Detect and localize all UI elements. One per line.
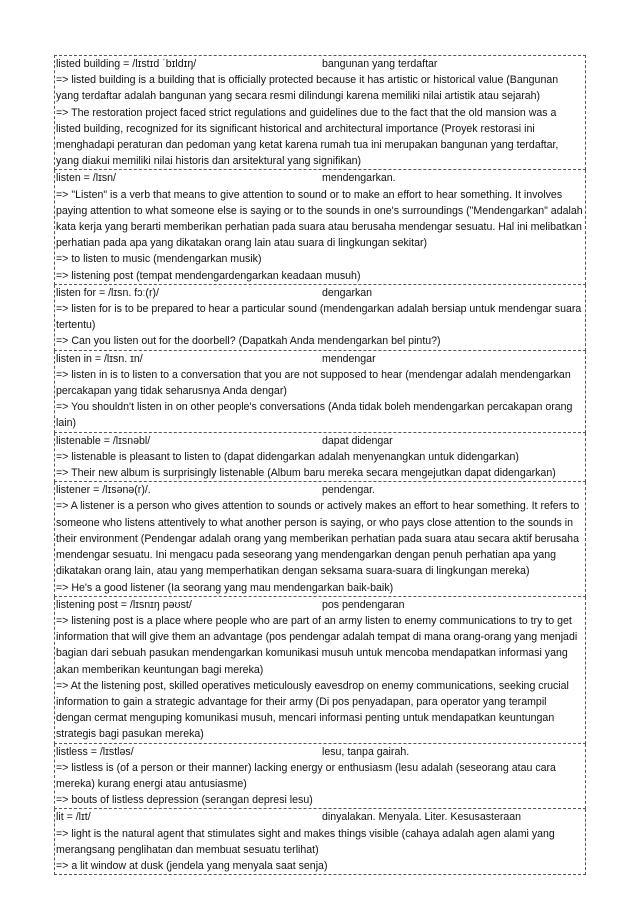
entry-headword [56,597,584,613]
dictionary-entry [54,351,586,433]
entry-meaning: bangunan yang terdaftar [322,58,438,70]
entry-line: => You shouldn't listen in on other people's conversations (Anda tidak boleh mendengarkan percakapan orang lain) [56,401,573,430]
entry-term: listening post = /lɪsnɪŋ pəʊst/ [56,598,192,611]
entry-line: => "Listen" is a verb that means to give attention to sound or to make an effort to hear something. It involves paying attention to what someone else is saying or to the sounds in one's surroundings ("Mendengarkan" adalah kata kerja yang berarti memberikan perhatian pada suara atau berusaha mendengar sesuatu. Hal ini melibatkan perhatian pada apa yang dikatakan orang lain atau suara di lingkungan sekitar) [56,188,583,250]
entry-line: => a lit window at dusk (jendela yang menyala saat senja) [56,859,328,872]
entry-term: listener = /lɪsənə(r)/. [56,484,151,497]
entry-headword [56,285,584,301]
entry-term: listen in = /lɪsn. ɪn/ [56,352,143,365]
dictionary-page [54,55,586,875]
entry-line: => listless is (of a person or their manner) lacking energy or enthusiasm (lesu adalah (seseorang atau cara mereka) kurang energi atau antusiasme) [56,761,556,790]
entry-meaning: dapat didengar [322,434,393,447]
entry-headword [56,809,584,825]
entry-meaning: dinyalakan. Menyala. Liter. Kesusasteraan [322,811,522,824]
entry-term: listless = /lɪstləs/ [56,745,134,758]
dictionary-entry [54,744,586,810]
entry-term: listen = /lɪsn/ [56,172,117,185]
entry-term: listen for = /lɪsn. fɔː(r)/ [56,286,159,299]
entry-headword [56,170,584,186]
entry-meaning: pendengar. [322,484,376,497]
entry-line: => to listen to music (mendengarkan musik) [56,253,262,266]
entry-line: => listen for is to be prepared to hear a particular sound (mendengarkan adalah bersiap untuk mendengar suara tertentu) [56,303,582,332]
entry-line: => Can you listen out for the doorbell? (Dapatkah Anda mendengarkan bel pintu?) [56,335,441,348]
entry-line: => A listener is a person who gives attention to sounds or actively makes an effort to hear something. It refers to someone who listens attentively to what another person is saying, or who pays close attention to the sounds in their environment (Pendengar adalah orang yang memberikan perhatian pada suara atau secara aktif berusaha mendengar sesuatu. Ini mengacu pada seseorang yang mendengarkan dengan penuh perhatian apa yang dikatakan orang lain, atau yang memperhatikan dengan seksama suara-suara di lingkungan mereka) [56,500,580,578]
entry-meaning: mendengar [322,352,376,365]
dictionary-entry [54,433,586,483]
entry-line: => At the listening post, skilled operatives meticulously eavesdrop on enemy communications, seeking crucial information to gain a strategic advantage for their army (Di pos penyadapan, para operator yang terampil dengan cermat menguping komunikasi musuh, mencari informasi penting untuk mendapatkan keuntungan strategis bagi pasukan mereka) [56,679,569,741]
dictionary-entry [54,170,586,284]
dictionary-entry [54,285,586,351]
entry-term: listed building = /lɪstɪd ˈbɪldɪŋ/ [56,58,197,70]
entry-meaning: mendengarkan. [322,172,396,185]
entry-headword [56,482,584,498]
entry-meaning: pos pendengaran [322,598,405,611]
entry-headword [56,744,584,760]
entry-line: => He's a good listener (Ia seorang yang mau mendengarkan baik-baik) [56,581,394,594]
entry-meaning: lesu, tanpa gairah. [322,745,410,758]
entry-line: => listening post (tempat mendengardengarkan keadaan musuh) [56,269,361,282]
dictionary-entry [54,597,586,744]
entry-line: => bouts of listless depression (serangan depresi lesu) [56,794,313,807]
entry-term: lit = /lɪt/ [56,811,91,824]
entry-line: => The restoration project faced strict regulations and guidelines due to the fact that the old mansion was a listed building, recognized for its significant historical and architectural importance (Proyek restorasi ini menghadapi peraturan dan pedoman yang ketat karena rumah tua ini merupakan bangunan yang terdaftar, yang diakui memiliki nilai historis dan arsitektural yang signifikan) [56,106,559,168]
entry-meaning: dengarkan [322,286,373,299]
entry-term: listenable = /lɪsnəbl/ [56,434,151,447]
dictionary-entry [54,482,586,596]
dictionary-entry [54,55,586,170]
entry-headword [56,433,584,449]
entry-line: => listen in is to listen to a conversation that you are not supposed to hear (mendengar adalah mendengarkan percakapan yang tidak seharusnya Anda dengar) [56,368,571,398]
entry-headword [56,56,584,72]
entry-line: => Their new album is surprisingly listenable (Album baru mereka secara mengejutkan dapat didengarkan) [56,467,556,480]
entry-line: => light is the natural agent that stimulates sight and makes things visible (cahaya adalah agen alami yang merangsang penglihatan dan membuat sesuatu terlihat) [56,827,555,856]
dictionary-entry [54,809,586,875]
entry-headword [56,351,584,367]
entry-line: => listening post is a place where people who are part of an army listen to enemy communications to try to get information that will give them an advantage (pos pendengar adalah tempat di mana orang-orang yang menjadi bagian dari sebuah pasukan mendengarkan komunikasi musuh untuk mencoba mendapatkan informasi yang akan memberikan keuntungan bagi mereka) [56,614,578,676]
entry-line: => listenable is pleasant to listen to (dapat didengarkan adalah menyenangkan untuk didengarkan) [56,450,519,463]
entry-line: => listed building is a building that is officially protected because it has artistic or historical value (Bangunan yang terdaftar adalah bangunan yang secara resmi dilindungi karena memiliki nilai artistik atau sejarah) [56,74,559,103]
